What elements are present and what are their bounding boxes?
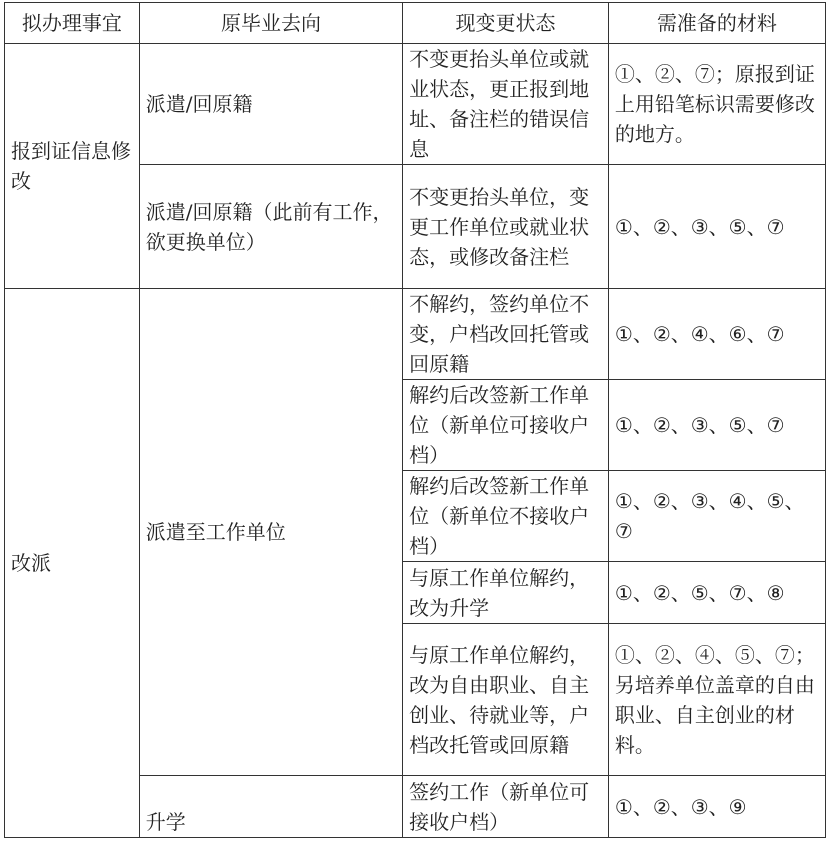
header-matter: 拟办理事宜 bbox=[5, 3, 140, 44]
header-materials: 需准备的材料 bbox=[608, 3, 825, 44]
materials-cell: ①、②、⑤、⑦、⑧ bbox=[608, 562, 825, 624]
status-cell: 解约后改签新工作单位（新单位可接收户档） bbox=[403, 380, 609, 471]
status-cell: 签约工作（新单位可接收户档） bbox=[403, 776, 609, 838]
header-original-destination: 原毕业去向 bbox=[139, 3, 402, 44]
status-cell: 解约后改签新工作单位（新单位不接收户档） bbox=[403, 471, 609, 562]
materials-cell: ①、②、③、⑨ bbox=[608, 776, 825, 838]
status-cell: 与原工作单位解约，改为升学 bbox=[403, 562, 609, 624]
table-row bbox=[5, 289, 826, 380]
original-destination-cell: 派遣至工作单位 bbox=[139, 289, 402, 776]
matter-cell: 报到证信息修改 bbox=[5, 44, 140, 289]
materials-cell: ①、②、⑦；原报到证上用铅笔标识需要修改的地方。 bbox=[608, 44, 825, 165]
status-cell: 与原工作单位解约，改为自由职业、自主创业、待就业等，户档改托管或回原籍 bbox=[403, 624, 609, 776]
header-current-status: 现变更状态 bbox=[403, 3, 609, 44]
materials-cell: ①、②、③、④、⑤、⑦ bbox=[608, 471, 825, 562]
materials-cell: ①、②、③、⑤、⑦ bbox=[608, 165, 825, 289]
original-destination-cell: 派遣/回原籍 bbox=[139, 44, 402, 165]
matter-cell: 改派 bbox=[5, 289, 140, 838]
change-procedure-table bbox=[4, 2, 826, 838]
materials-cell: ①、②、③、⑤、⑦ bbox=[608, 380, 825, 471]
table-row bbox=[5, 44, 826, 165]
table-header-row bbox=[5, 3, 826, 44]
status-cell: 不解约，签约单位不变，户档改回托管或回原籍 bbox=[403, 289, 609, 380]
materials-cell: ①、②、④、⑤、⑦；另培养单位盖章的自由职业、自主创业的材料。 bbox=[608, 624, 825, 776]
status-cell: 不变更抬头单位，变更工作单位或就业状态，或修改备注栏 bbox=[403, 165, 609, 289]
materials-cell: ①、②、④、⑥、⑦ bbox=[608, 289, 825, 380]
original-destination-cell: 派遣/回原籍（此前有工作，欲更换单位） bbox=[139, 165, 402, 289]
status-cell: 不变更抬头单位或就业状态，更正报到地址、备注栏的错误信息 bbox=[403, 44, 609, 165]
original-destination-cell: 升学 bbox=[139, 776, 402, 838]
